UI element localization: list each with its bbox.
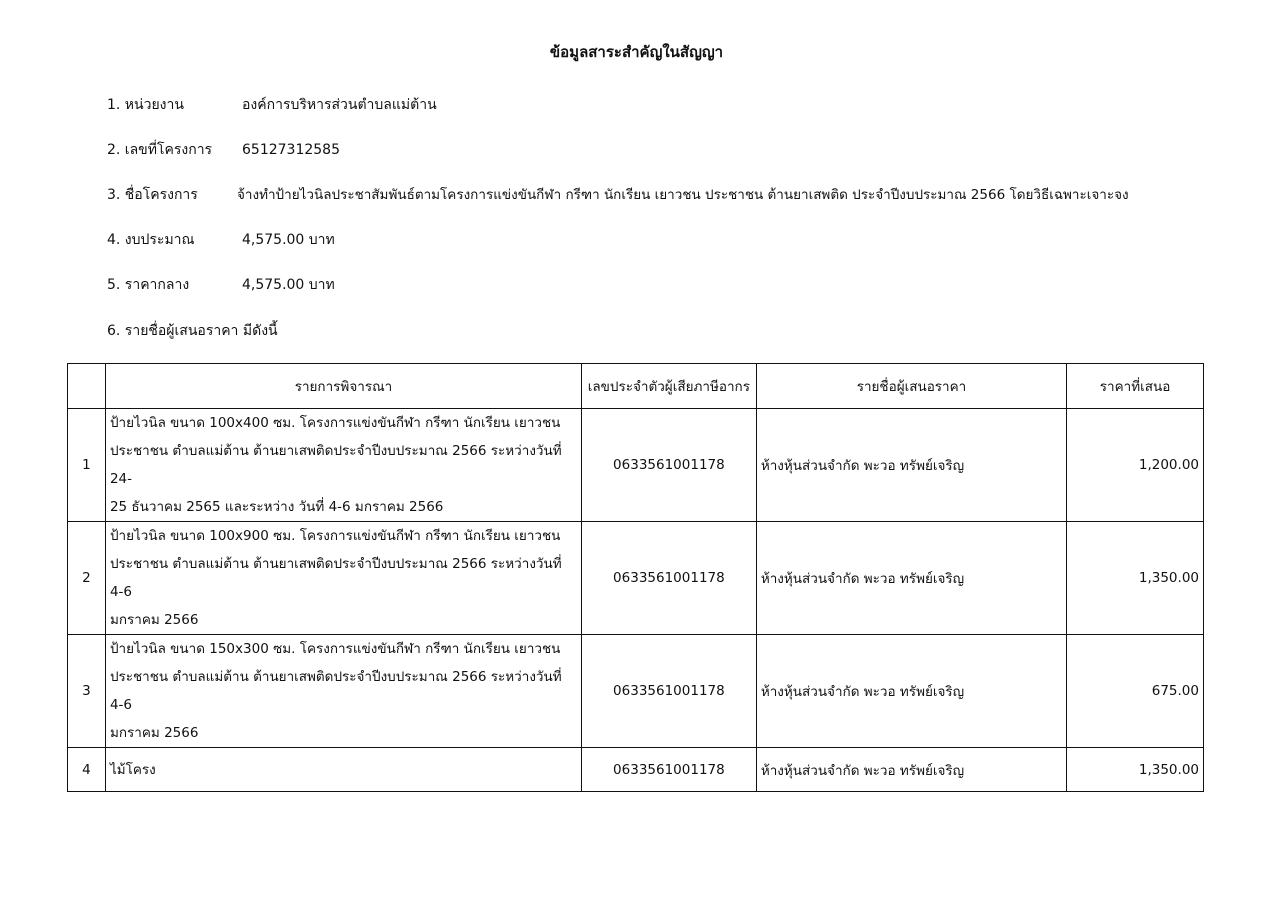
info-label: 2. เลขที่โครงการ <box>107 142 213 158</box>
info-value: 4,575.00 บาท <box>242 232 335 248</box>
row-price: 1,350.00 <box>1067 522 1204 635</box>
row-bidder: ห้างหุ้นส่วนจำกัด พะวอ ทรัพย์เจริญ <box>756 748 1066 792</box>
row-item <box>105 522 581 635</box>
item-line: 25 ธันวาคม 2565 และระหว่าง วันที่ 4-6 มกราคม 2566 <box>109 499 444 515</box>
row-bidder: ห้างหุ้นส่วนจำกัด พะวอ ทรัพย์เจริญ <box>756 635 1066 748</box>
row-item <box>105 409 581 522</box>
row-tax-id: 0633561001178 <box>581 748 756 792</box>
info-label: 5. ราคากลาง <box>107 277 190 293</box>
info-label: 6. รายชื่อผู้เสนอราคา มีดังนี้ <box>107 323 278 339</box>
item-line: ประชาชน ตำบลแม่ต้าน ต้านยาเสพติดประจำปีงบประมาณ 2566 ระหว่างวันที่ 4-6 <box>109 669 562 713</box>
table-row <box>68 635 1204 748</box>
row-number: 4 <box>68 748 106 792</box>
item-line: มกราคม 2566 <box>109 725 199 741</box>
item-line: ประชาชน ตำบลแม่ต้าน ต้านยาเสพติดประจำปีงบประมาณ 2566 ระหว่างวันที่ 24- <box>109 443 562 487</box>
document-title: ข้อมูลสาระสำคัญในสัญญา <box>549 43 724 61</box>
info-row-budget <box>107 229 335 251</box>
info-value: 4,575.00 บาท <box>242 277 335 293</box>
info-row-median-price <box>107 274 335 296</box>
info-row-agency <box>107 94 437 116</box>
row-tax-id: 0633561001178 <box>581 522 756 635</box>
row-price: 1,350.00 <box>1067 748 1204 792</box>
info-row-project-number <box>107 139 340 161</box>
row-number: 1 <box>68 409 106 522</box>
row-bidder: ห้างหุ้นส่วนจำกัด พะวอ ทรัพย์เจริญ <box>756 522 1066 635</box>
row-tax-id: 0633561001178 <box>581 635 756 748</box>
row-price: 1,200.00 <box>1067 409 1204 522</box>
item-line: มกราคม 2566 <box>109 612 199 628</box>
row-item <box>105 748 581 792</box>
header-bidder: รายชื่อผู้เสนอราคา <box>756 364 1066 409</box>
info-value: จ้างทำป้ายไวนิลประชาสัมพันธ์ตามโครงการแข่งขันกีฬา กรีฑา นักเรียน เยาวชน ประชาชน ต้านยาเสพติด ประจำปีงบประมาณ 2566 โดยวิธีเฉพาะเจาะจง <box>237 187 1129 203</box>
table-row <box>68 409 1204 522</box>
info-value: 65127312585 <box>242 142 340 158</box>
item-line: ประชาชน ตำบลแม่ต้าน ต้านยาเสพติดประจำปีงบประมาณ 2566 ระหว่างวันที่ 4-6 <box>109 556 562 600</box>
bidders-table <box>67 363 1204 792</box>
header-item: รายการพิจารณา <box>105 364 581 409</box>
info-label: 4. งบประมาณ <box>107 232 195 248</box>
row-price: 675.00 <box>1067 635 1204 748</box>
item-line: ป้ายไวนิล ขนาด 100x400 ซม. โครงการแข่งขันกีฬา กรีฑา นักเรียน เยาวชน <box>109 415 561 431</box>
item-line: ป้ายไวนิล ขนาด 100x900 ซม. โครงการแข่งขันกีฬา กรีฑา นักเรียน เยาวชน <box>109 528 561 544</box>
info-label: 1. หน่วยงาน <box>107 97 184 113</box>
info-value: องค์การบริหารส่วนตำบลแม่ต้าน <box>242 97 437 113</box>
row-item <box>105 635 581 748</box>
header-price: ราคาที่เสนอ <box>1067 364 1204 409</box>
info-label: 3. ชื่อโครงการ <box>107 187 198 203</box>
table-row <box>68 522 1204 635</box>
header-number <box>68 364 106 409</box>
row-bidder: ห้างหุ้นส่วนจำกัด พะวอ ทรัพย์เจริญ <box>756 409 1066 522</box>
row-number: 3 <box>68 635 106 748</box>
info-row-project-name <box>107 184 1129 206</box>
item-line: ไม้โครง <box>109 761 156 778</box>
item-line: ป้ายไวนิล ขนาด 150x300 ซม. โครงการแข่งขันกีฬา กรีฑา นักเรียน เยาวชน <box>109 641 561 657</box>
info-row-bidders-heading <box>107 320 278 342</box>
header-tax-id: เลขประจำตัวผู้เสียภาษีอากร <box>581 364 756 409</box>
row-number: 2 <box>68 522 106 635</box>
table-row <box>68 748 1204 792</box>
table-header-row <box>68 364 1204 409</box>
row-tax-id: 0633561001178 <box>581 409 756 522</box>
